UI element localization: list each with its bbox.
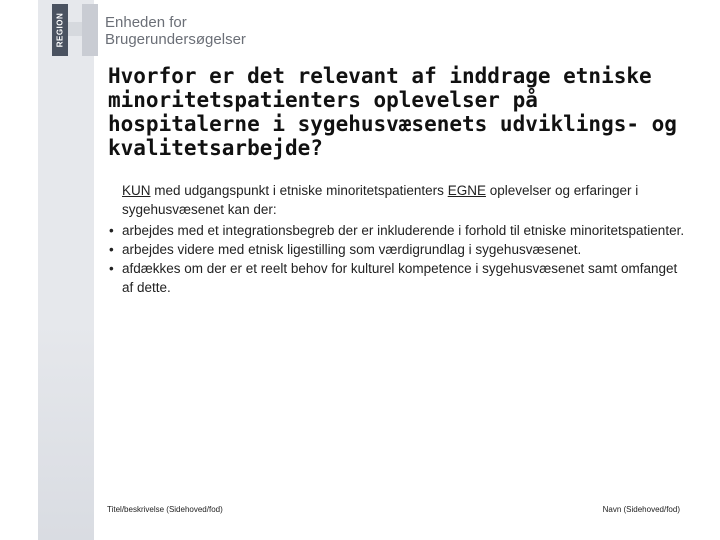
logo-bridge bbox=[68, 22, 82, 36]
footer-name: Navn (Sidehoved/fod) bbox=[602, 505, 680, 514]
bullet-list bbox=[108, 221, 688, 297]
logo-left-bar bbox=[52, 4, 68, 56]
intro-paragraph bbox=[122, 181, 688, 219]
bullet-text: afdækkes om der er et reelt behov for kulturel kompetence i sygehusvæsenet samt omfanget af dette. bbox=[122, 261, 678, 295]
bullet-item bbox=[109, 240, 688, 259]
intro-part1: med udgangspunkt i etniske minoritetspatienters bbox=[150, 183, 448, 198]
bullet-dot: • bbox=[109, 261, 114, 276]
bullet-item bbox=[109, 259, 688, 297]
org-name-line2: Brugerundersøgelser bbox=[105, 31, 246, 48]
organization-name bbox=[105, 14, 246, 48]
slide-title: Hvorfor er det relevant af inddrage etniske minoritetspatienters oplevelser på hospitalerne i sygehusvæsenets udviklings- og kvalitetsarbejde? bbox=[108, 64, 677, 160]
slide-body bbox=[108, 181, 688, 297]
org-name-line1: Enheden for bbox=[105, 14, 187, 31]
region-logo bbox=[52, 4, 98, 60]
bullet-text: arbejdes med et integrationsbegreb der er inkluderende i forhold til etniske minoritetspatienter. bbox=[122, 223, 685, 238]
logo-text: REGION bbox=[55, 12, 65, 48]
bullet-dot: • bbox=[109, 242, 114, 257]
intro-egne: EGNE bbox=[447, 183, 486, 198]
bullet-text: arbejdes videre med etnisk ligestilling som værdigrundlag i sygehusvæsenet. bbox=[122, 242, 582, 257]
bullet-dot: • bbox=[109, 223, 114, 238]
intro-part2: oplevelser og erfaringer i sygehusvæsenet kan der: bbox=[122, 183, 639, 217]
footer-title: Titel/beskrivelse (Sidehoved/fod) bbox=[107, 505, 223, 514]
intro-kun: KUN bbox=[122, 183, 151, 198]
left-sidebar-band-lower bbox=[38, 320, 94, 540]
bullet-item bbox=[109, 221, 688, 240]
logo-right-bar bbox=[82, 4, 98, 56]
